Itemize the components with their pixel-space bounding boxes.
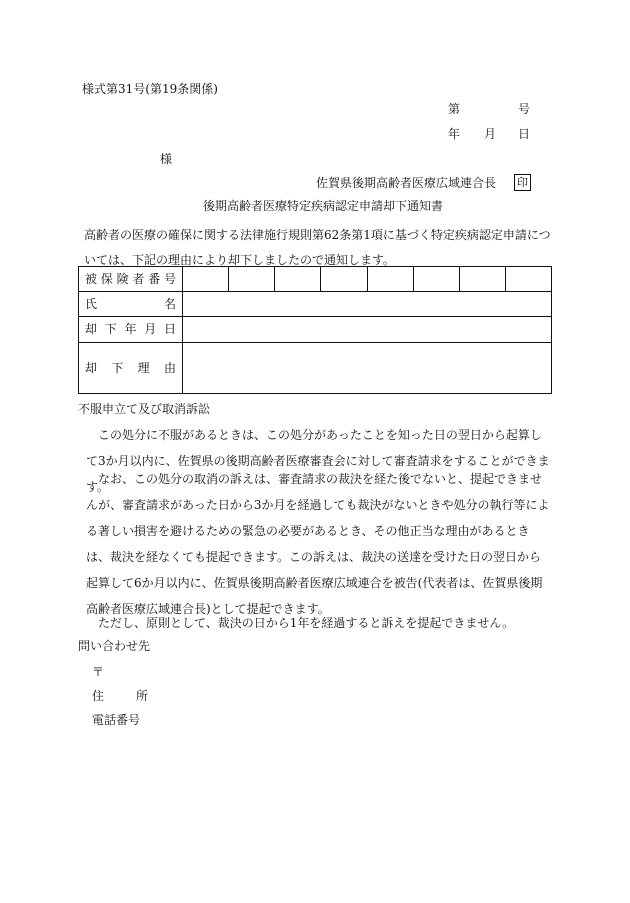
label-char: 保 bbox=[100, 272, 113, 287]
label-char: 番 bbox=[148, 272, 161, 287]
appeal-heading: 不服申立て及び取消訴訟 bbox=[78, 402, 211, 416]
label-char: 日 bbox=[163, 322, 176, 337]
label-rejection-reason bbox=[79, 342, 183, 393]
label-char: 号 bbox=[163, 272, 176, 287]
digit-box[interactable] bbox=[459, 267, 505, 291]
label-char: 却 bbox=[85, 360, 98, 375]
label-char: 月 bbox=[144, 322, 157, 337]
issuer-name: 佐賀県後期高齢者医療広域連合長 bbox=[316, 176, 497, 190]
label-char: 由 bbox=[163, 360, 176, 375]
label-char: 下 bbox=[111, 360, 124, 375]
date-month-label: 月 bbox=[484, 127, 497, 141]
date-day-label: 日 bbox=[518, 127, 531, 141]
label-rejection-date bbox=[79, 317, 183, 342]
table-row-insured-number bbox=[79, 267, 552, 292]
addressee-suffix: 様 bbox=[160, 152, 173, 166]
digit-box[interactable] bbox=[413, 267, 459, 291]
seal-mark: 印 bbox=[514, 174, 531, 191]
label-char: 名 bbox=[163, 297, 176, 312]
info-table bbox=[78, 266, 552, 394]
appeal-paragraph-3: ただし、原則として、裁決の日から1年を経過すると訴えを提起できません。 bbox=[98, 616, 515, 630]
label-name bbox=[79, 292, 183, 317]
appeal-paragraph-1: この処分に不服があるときは、この処分があったことを知った日の翌日から起算して3か月以内に、佐賀県の後期高齢者医療審査会に対して審査請求をすることができます。 bbox=[86, 428, 550, 494]
table-row-rejection-date bbox=[79, 317, 552, 342]
label-char: 氏 bbox=[85, 297, 98, 312]
date-year-label: 年 bbox=[448, 127, 461, 141]
label-insured-number bbox=[79, 267, 183, 292]
label-char: 険 bbox=[116, 272, 129, 287]
phone-label: 電話番号 bbox=[92, 713, 141, 727]
label-char: 者 bbox=[132, 272, 145, 287]
digit-box[interactable] bbox=[505, 267, 551, 291]
rejection-date-field[interactable] bbox=[183, 317, 552, 342]
address-label-char: 所 bbox=[135, 689, 148, 703]
digit-box[interactable] bbox=[274, 267, 320, 291]
appeal-paragraph-2: なお、この処分の取消の訴えは、審査請求の裁決を経た後でないと、提起できませんが、審査請求があった日から3か月を経過しても裁決がないときや処分の執行等による著しい損害を避けるための緊急の必要があるとき、その他正当な理由があるときは、裁決を経なくても提起できます。この訴えは、裁決の送達を受けた日の翌日から起算して6か月以内に、佐賀県後期高齢者医療広域連合を被告(代表者は、佐賀県後期高齢者医療広域連合長)として提起できます。 bbox=[86, 472, 550, 616]
insured-number-boxes[interactable] bbox=[183, 267, 552, 292]
contact-heading: 問い合わせ先 bbox=[78, 639, 151, 653]
address-label bbox=[92, 690, 148, 702]
form-number: 様式第31号(第19条関係) bbox=[82, 82, 218, 96]
digit-box[interactable] bbox=[228, 267, 274, 291]
label-char: 理 bbox=[137, 360, 150, 375]
number-suffix: 号 bbox=[518, 102, 531, 116]
label-char: 却 bbox=[85, 322, 98, 337]
table-row-rejection-reason bbox=[79, 342, 552, 393]
digit-box[interactable] bbox=[367, 267, 413, 291]
digit-box[interactable] bbox=[320, 267, 366, 291]
postal-mark: 〒 bbox=[92, 665, 105, 679]
table-row-name bbox=[79, 292, 552, 317]
rejection-reason-field[interactable] bbox=[183, 342, 552, 393]
label-char: 被 bbox=[85, 272, 98, 287]
intro-paragraph: 高齢者の医療の確保に関する法律施行規則第62条第1項に基づく特定疾病認定申請については、下記の理由により却下しましたので通知します。 bbox=[84, 228, 551, 267]
label-char: 下 bbox=[104, 322, 117, 337]
document-title: 後期高齢者医療特定疾病認定申請却下通知書 bbox=[203, 199, 444, 213]
address-label-char: 住 bbox=[92, 689, 105, 703]
name-field[interactable] bbox=[183, 292, 552, 317]
label-char: 年 bbox=[124, 322, 137, 337]
digit-box[interactable] bbox=[183, 267, 228, 291]
number-label: 第 bbox=[448, 102, 461, 116]
